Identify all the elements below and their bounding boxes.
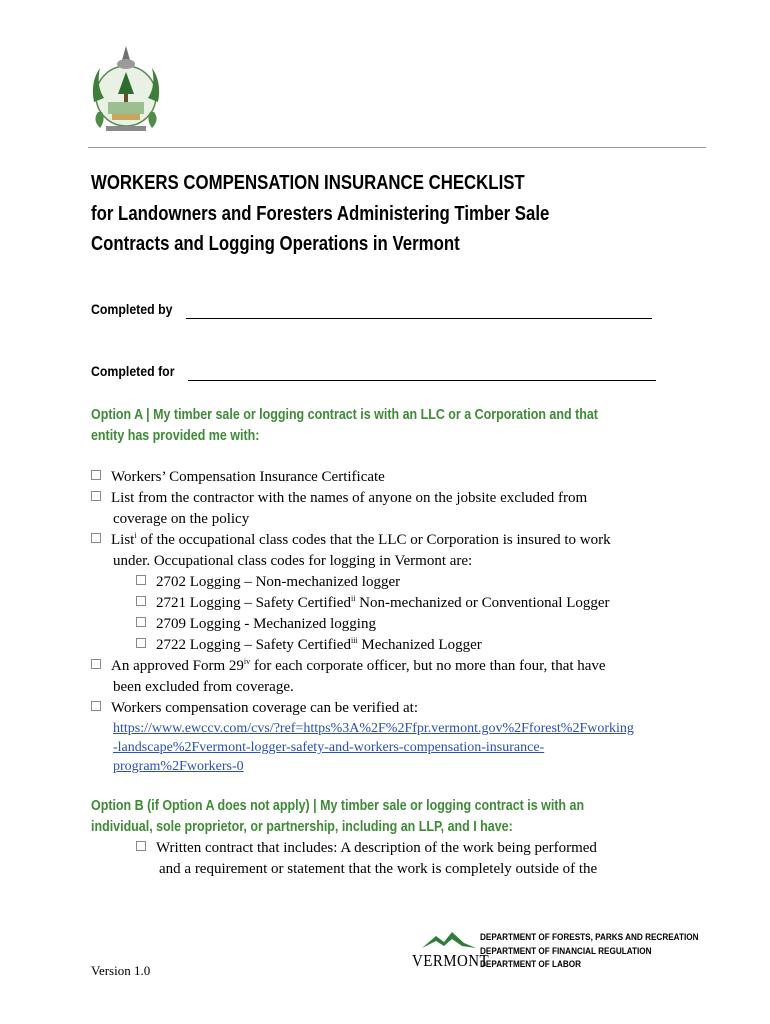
checklist-item-text-continued: coverage on the policy xyxy=(113,511,250,527)
vermont-wordmark: VERMONT xyxy=(412,951,490,970)
class-code-2722[interactable]: 2722 Logging – Safety Certified$^{iii}$ Mechanized Logger xyxy=(136,635,482,656)
checklist-item-class-codes[interactable]: List$^i$ of the occupational class codes that the LLC or Corporation is insured to work xyxy=(91,530,611,551)
footnote-marker[interactable]: iv xyxy=(243,657,251,666)
option-a-heading-line1: Option A | My timber sale or logging contract is with an LLC or a Corporation and that xyxy=(91,407,598,423)
verification-link-line3[interactable]: program%2Fworkers-0 xyxy=(113,759,244,774)
checklist-item-text-continued: and a requirement or statement that the work is completely outside of the xyxy=(159,861,598,877)
completed-by-field[interactable] xyxy=(186,318,652,319)
footnote-marker[interactable]: ii xyxy=(350,594,356,603)
checklist-item-insurance-certificate[interactable]: Workers’ Compensation Insurance Certificate xyxy=(91,467,385,488)
checklist-item-coverage-verification[interactable]: Workers compensation coverage can be verified at: xyxy=(91,698,418,719)
checkbox[interactable] xyxy=(136,575,146,585)
option-b-heading-line2: individual, sole proprietor, or partnership, including an LLP, and I have: xyxy=(91,819,513,835)
checkbox[interactable] xyxy=(91,533,101,543)
checklist-item-written-contract[interactable]: Written contract that includes: A description of the work being performed xyxy=(136,838,597,859)
vermont-state-seal xyxy=(86,42,166,136)
checkbox[interactable] xyxy=(136,638,146,648)
option-a-heading-line2: entity has provided me with: xyxy=(91,428,260,444)
completed-for-field[interactable] xyxy=(188,380,656,381)
document-title-line2: for Landowners and Foresters Administering Timber Sale xyxy=(91,203,550,225)
checkbox[interactable] xyxy=(136,596,146,606)
checklist-item-form-29[interactable]: An approved Form 29$^{iv}$ for each corporate officer, but no more than four, that have xyxy=(91,656,606,677)
checkbox[interactable] xyxy=(136,841,146,851)
vermont-mountain-logo-icon xyxy=(422,930,476,950)
checklist-item-text-continued: under. Occupational class codes for logging in Vermont are: xyxy=(113,553,473,569)
department-financial-regulation: DEPARTMENT OF FINANCIAL REGULATION xyxy=(480,945,652,957)
checkbox[interactable] xyxy=(91,701,101,711)
header-divider xyxy=(88,147,706,148)
option-b-heading-line1: Option B (if Option A does not apply) | My timber sale or logging contract is with an xyxy=(91,798,585,814)
class-code-2709[interactable]: 2709 Logging - Mechanized logging xyxy=(136,614,376,635)
checkbox[interactable] xyxy=(91,470,101,480)
department-of-labor: DEPARTMENT OF LABOR xyxy=(480,959,582,970)
class-code-2702[interactable]: 2702 Logging – Non-mechanized logger xyxy=(136,572,400,593)
verification-link-line1[interactable]: https://www.ewccv.com/cvs/?ref=https%3A%2F%2Ffpr.vermont.gov%2Fforest%2Fworking xyxy=(113,721,634,736)
verification-link-line2[interactable]: -landscape%2Fvermont-logger-safety-and-workers-compensation-insurance- xyxy=(113,740,545,755)
footer-departments xyxy=(480,931,734,972)
document-title-line1: WORKERS COMPENSATION INSURANCE CHECKLIST xyxy=(91,172,525,194)
completed-by-label: Completed by xyxy=(91,301,173,317)
footnote-marker[interactable]: iii xyxy=(350,636,358,645)
footnote-marker[interactable]: i xyxy=(134,531,137,540)
checklist-item-text-continued: been excluded from coverage. xyxy=(113,679,294,695)
class-code-2721[interactable]: 2721 Logging – Safety Certified$^{ii}$ Non-mechanized or Conventional Logger xyxy=(136,593,610,614)
checkbox[interactable] xyxy=(91,659,101,669)
department-forests-parks-recreation: DEPARTMENT OF FORESTS, PARKS AND RECREATION xyxy=(480,932,699,943)
document-title-line3: Contracts and Logging Operations in Vermont xyxy=(91,233,460,255)
checkbox[interactable] xyxy=(136,617,146,627)
completed-for-label: Completed for xyxy=(91,363,175,379)
version-label: Version 1.0 xyxy=(91,963,151,978)
checkbox[interactable] xyxy=(91,491,101,501)
checklist-item-excluded-names[interactable]: List from the contractor with the names of anyone on the jobsite excluded from xyxy=(91,488,587,509)
